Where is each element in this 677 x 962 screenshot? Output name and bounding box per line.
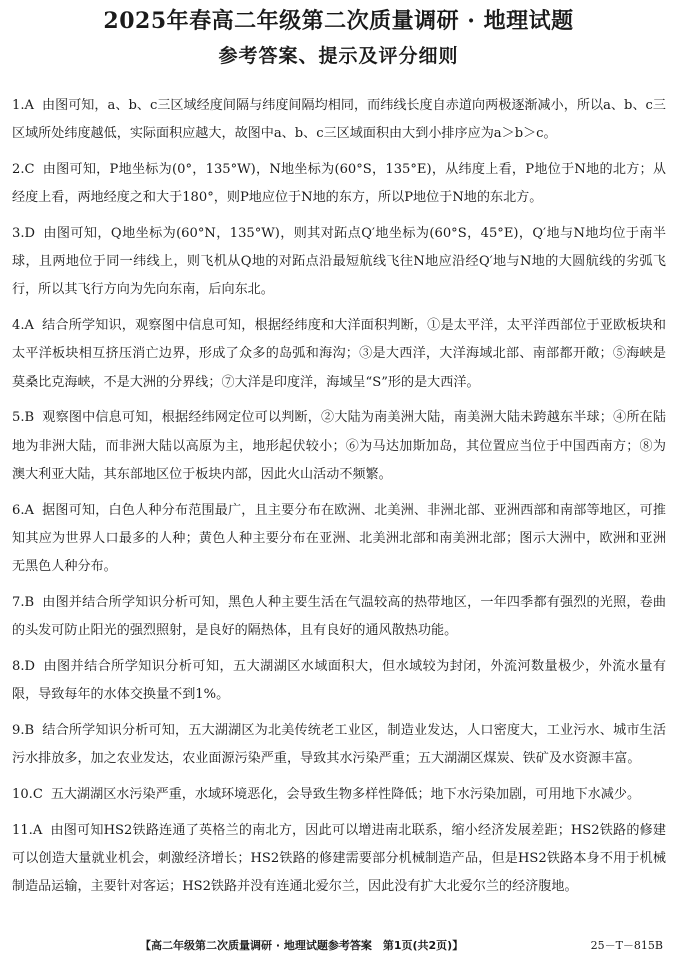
answer-number: 9.B bbox=[12, 722, 35, 738]
answer-item bbox=[12, 653, 666, 709]
answer-number: 3.D bbox=[12, 226, 35, 241]
answer-explanation: 由图并结合所学知识分析可知，五大湖湖区水域面积大，但水域较为封闭，外流河数量极少，外流水量有限，导致每年的水体交换量不到1%。 bbox=[12, 658, 666, 703]
answer-item bbox=[12, 589, 666, 645]
answer-item bbox=[12, 220, 666, 305]
answer-list bbox=[12, 92, 666, 909]
answer-item bbox=[12, 92, 666, 148]
answer-item bbox=[12, 781, 666, 809]
answer-item bbox=[12, 817, 666, 902]
page-footer bbox=[0, 938, 677, 954]
page-title: 2025年春高二年级第二次质量调研 · 地理试题 bbox=[103, 8, 574, 34]
answer-item bbox=[12, 717, 666, 773]
answer-explanation: 由图可知，a、b、c三区域经度间隔与纬度间隔均相同，而纬线长度自赤道向两极逐渐减小，所以a、b、c三区域所处纬度越低，实际面积应越大，故图中a、b、c三区域面积由大到小排序应为a＞b＞c。 bbox=[12, 98, 666, 142]
answer-explanation: 由图可知，Q地坐标为(60°N，135°W)，则其对跖点Q′地坐标为(60°S，45°E)，Q′地与N地均位于南半球，且两地位于同一纬线上，则飞机从Q地的对跖点沿最短航线飞往N地应沿经Q′地与N地的大圆航线的劣弧飞行，所以其飞行方向为先向东南，后向东北。 bbox=[12, 226, 666, 298]
answer-number: 1.A bbox=[12, 98, 34, 113]
answer-number: 6.A bbox=[12, 502, 34, 518]
answer-explanation: 结合所学知识，观察图中信息可知，根据经纬度和大洋面积判断，①是太平洋，太平洋西部位于亚欧板块和太平洋板块相互挤压消亡边界，形成了众多的岛弧和海沟；③是大西洋，大洋海域北部、南部都开敞；⑤海峡是莫桑比克海峡，不是大洲的分界线；⑦大洋是印度洋，海域呈“S”形的是大西洋。 bbox=[12, 318, 666, 390]
page-subtitle: 参考答案、提示及评分细则 bbox=[218, 45, 459, 67]
answer-item bbox=[12, 156, 666, 212]
answer-number: 5.B bbox=[12, 410, 35, 426]
answer-explanation: 结合所学知识分析可知，五大湖湖区为北美传统老工业区，制造业发达，人口密度大，工业污水、城市生活污水排放多，加之农业发达，农业面源污染严重，导致其水污染严重；五大湖湖区煤炭、铁矿及水资源丰富。 bbox=[12, 722, 666, 767]
answer-explanation: 据图可知，白色人种分布范围最广，且主要分布在欧洲、北美洲、非洲北部、亚洲西部和南部等地区，可推知其应为世界人口最多的人种；黄色人种主要分布在亚洲、北美洲北部和南美洲北部；图示大洲中，欧洲和亚洲无黑色人种分布。 bbox=[12, 502, 666, 575]
answer-number: 10.C bbox=[12, 786, 43, 802]
answer-number: 11.A bbox=[12, 822, 43, 838]
answer-explanation: 由图可知，P地坐标为(0°，135°W)，N地坐标为(60°S，135°E)，从纬度上看，P地位于N地的北方；从经度上看，两地经度之和大于180°，则P地应位于N地的东方，所以P地位于N地的东北方。 bbox=[12, 162, 666, 206]
footer-caption: 【高二年级第二次质量调研 · 地理试题参考答案 第1页(共2页)】 bbox=[140, 939, 464, 952]
answer-item bbox=[12, 312, 666, 397]
answer-explanation: 由图并结合所学知识分析可知，黑色人种主要生活在气温较高的热带地区，一年四季都有强烈的光照，卷曲的头发可防止阳光的强烈照射，是良好的隔热体，且有良好的通风散热功能。 bbox=[12, 594, 666, 639]
answer-number: 4.A bbox=[12, 318, 34, 334]
answer-number: 2.C bbox=[12, 162, 35, 177]
answer-explanation: 由图可知HS2铁路连通了英格兰的南北方，因此可以增进南北联系，缩小经济发展差距；HS2铁路的修建可以创造大量就业机会，刺激经济增长；HS2铁路的修建需要部分机械制造产品，但是HS2铁路本身不用于机械制造品运输，主要针对客运；HS2铁路并没有连通北爱尔兰，因此没有扩大北爱尔兰的经济腹地。 bbox=[12, 822, 666, 895]
answer-number: 7.B bbox=[12, 594, 35, 610]
answer-item bbox=[12, 404, 666, 489]
answer-item bbox=[12, 497, 666, 582]
answer-explanation: 五大湖湖区水污染严重，水域环境恶化，会导致生物多样性降低；地下水污染加剧，可用地下水减少。 bbox=[50, 786, 641, 802]
answer-explanation: 观察图中信息可知，根据经纬网定位可以判断，②大陆为南美洲大陆，南美洲大陆未跨越东半球；④所在陆地为非洲大陆，而非洲大陆以高原为主，地形起伏较小；⑥为马达加斯加岛，其位置应当位于中国西南方；⑧为澳大利亚大陆，其东部地区位于板块内部，因此火山活动不频繁。 bbox=[12, 410, 666, 482]
answer-number: 8.D bbox=[12, 658, 35, 674]
footer-code: 25－T－815B bbox=[590, 939, 663, 952]
